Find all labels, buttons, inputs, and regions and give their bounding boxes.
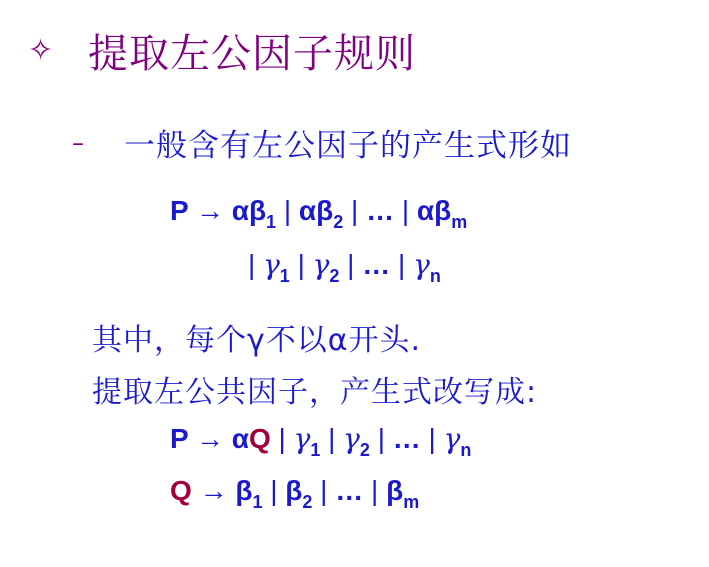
rule2-alt-4-base: γ	[443, 422, 461, 455]
rule3-alt-4-sub: m	[403, 492, 420, 512]
rule1c-alt-2-base: γ	[312, 248, 330, 281]
rule1-alt-4-base: αβ	[416, 195, 452, 226]
rule1c-alt-1-base: γ	[263, 248, 280, 281]
separator-bar: |	[339, 249, 363, 280]
production-rule-2	[170, 422, 471, 461]
separator-bar: |	[394, 195, 417, 226]
rule3-arrow: →	[199, 475, 228, 506]
rule2-alt-1-sub: 1	[310, 440, 321, 460]
rule2-alt-2	[343, 422, 370, 460]
separator-bar: |	[276, 195, 299, 226]
rule2-alt-4	[443, 422, 472, 460]
rule2-alt-4-sub: n	[460, 440, 472, 460]
diamond-icon: ✧	[28, 33, 54, 68]
rule1-alt-1-base: αβ	[231, 195, 267, 226]
rule2-q: Q	[248, 423, 271, 454]
rule3-alt-1-sub: 1	[252, 492, 263, 512]
rule2-arrow: →	[195, 423, 224, 454]
rule1c-alt-1-sub: 1	[279, 266, 290, 286]
production-rule-1-continuation	[248, 248, 441, 287]
rule1-alt-3: …	[366, 195, 395, 226]
subtitle-text: 一般含有左公因子的产生式形如	[124, 128, 572, 164]
note-no-alpha-prefix: 其中，每个γ不以α开头.	[92, 323, 422, 358]
separator-bar: |	[248, 249, 264, 280]
separator-bar: |	[270, 423, 294, 454]
rule1-alt-4	[416, 195, 468, 232]
rule1-alt-2	[298, 195, 344, 232]
rule1-arrow: →	[195, 195, 224, 226]
rule3-alt-4	[386, 475, 420, 512]
rule1c-alt-2-sub: 2	[329, 266, 340, 286]
page-title: 提取左公因子规则	[88, 31, 416, 77]
separator-bar: |	[262, 475, 286, 506]
rule1c-alt-1	[263, 248, 290, 286]
rule1-lhs: P	[170, 195, 189, 226]
rule1-alt-2-sub: 2	[333, 212, 344, 232]
title-row	[28, 22, 416, 79]
rule2-alt-2-base: γ	[343, 422, 360, 455]
rule3-alt-1	[235, 475, 263, 512]
rule3-alt-2-sub: 2	[302, 492, 313, 512]
rule1c-alt-2	[312, 248, 340, 286]
separator-bar: |	[369, 423, 393, 454]
rule3-lhs: Q	[170, 475, 192, 506]
rule1-alt-1	[231, 195, 277, 232]
rule3-alt-2	[285, 475, 313, 512]
rule1c-alt-4-base: γ	[413, 248, 430, 281]
separator-bar: |	[363, 475, 387, 506]
separator-bar: |	[420, 423, 444, 454]
rule2-alpha: α	[231, 423, 249, 454]
rule1c-alt-4-sub: n	[429, 266, 441, 286]
rule3-alt-1-base: β	[235, 475, 253, 506]
separator-bar: |	[289, 249, 313, 280]
rule3-alt-4-base: β	[386, 475, 404, 506]
rule3-alt-3: …	[335, 475, 364, 506]
subtitle-row	[72, 120, 572, 165]
production-rule-1	[170, 195, 467, 233]
separator-bar: |	[312, 475, 336, 506]
rule3-alt-2-base: β	[285, 475, 303, 506]
rule1c-alt-4	[413, 248, 441, 286]
rule2-alt-1	[293, 422, 321, 460]
rule2-alt-1-base: γ	[293, 422, 311, 455]
production-rule-3	[170, 475, 419, 513]
rule1c-alt-3: …	[362, 249, 391, 280]
rule2-lhs: P	[170, 423, 189, 454]
separator-bar: |	[343, 195, 367, 226]
separator-bar: |	[320, 423, 344, 454]
note-rewrite: 提取左公共因子，产生式改写成:	[92, 375, 538, 410]
rule2-alt-2-sub: 2	[359, 440, 370, 460]
rule1-alt-1-sub: 1	[266, 212, 277, 232]
subtitle-dash: –	[72, 128, 84, 157]
rule2-alt-3: …	[392, 423, 421, 454]
separator-bar: |	[390, 249, 414, 280]
rule1-alt-4-sub: m	[451, 212, 468, 232]
rule1-alt-2-base: αβ	[298, 195, 334, 226]
